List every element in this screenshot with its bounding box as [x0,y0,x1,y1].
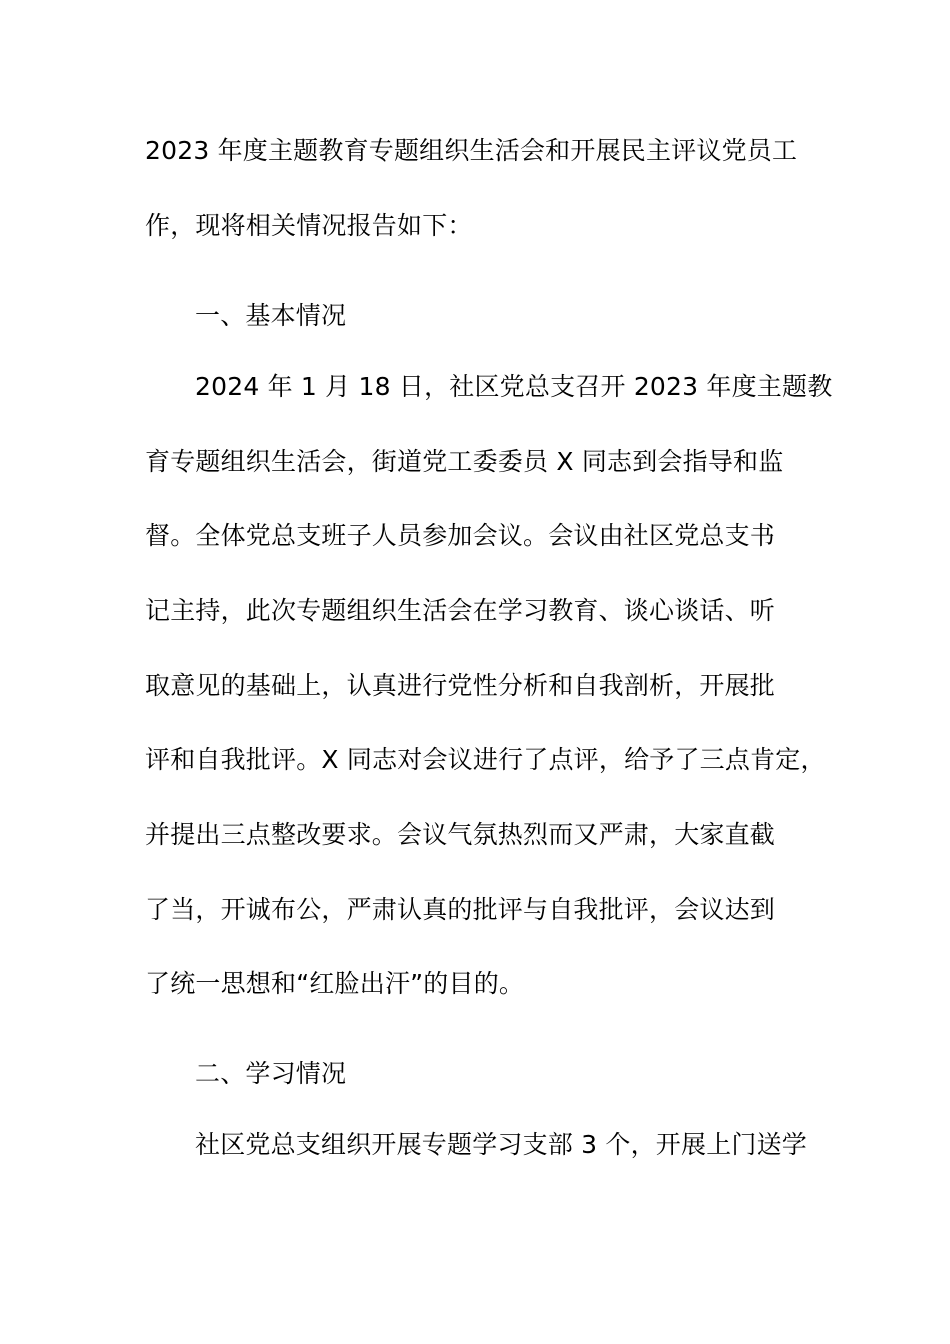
section-2-line-1: 社区党总支组织开展专题学习支部 3 个，开展上门送学 [195,1130,808,1159]
section-1-line-7: 并提出三点整改要求。会议气氛热烈而又严肃，大家直截 [145,820,776,849]
section-1-line-9: 了统一思想和“红脸出汗”的目的。 [145,969,525,998]
section-1-line-6: 评和自我批评。X 同志对会议进行了点评，给予了三点肯定， [145,745,826,774]
section-1-line-1: 2024 年 1 月 18 日，社区党总支召开 2023 年度主题教 [195,372,833,401]
section-1-line-2: 育专题组织生活会，街道党工委委员 X 同志到会指导和监 [145,447,784,476]
intro-line-2: 作，现将相关情况报告如下： [145,211,473,240]
section-1-line-4: 记主持，此次专题组织生活会在学习教育、谈心谈话、听 [145,596,776,625]
intro-line-1: 2023 年度主题教育专题组织生活会和开展民主评议党员工 [145,136,798,165]
section-1-line-8: 了当，开诚布公，严肃认真的批评与自我批评，会议达到 [145,895,776,924]
section-1-line-5: 取意见的基础上，认真进行党性分析和自我剖析，开展批 [145,671,776,700]
section-2-heading: 二、学习情况 [195,1059,347,1088]
section-1-heading: 一、基本情况 [195,301,347,330]
section-1-line-3: 督。全体党总支班子人员参加会议。会议由社区党总支书 [145,521,776,550]
